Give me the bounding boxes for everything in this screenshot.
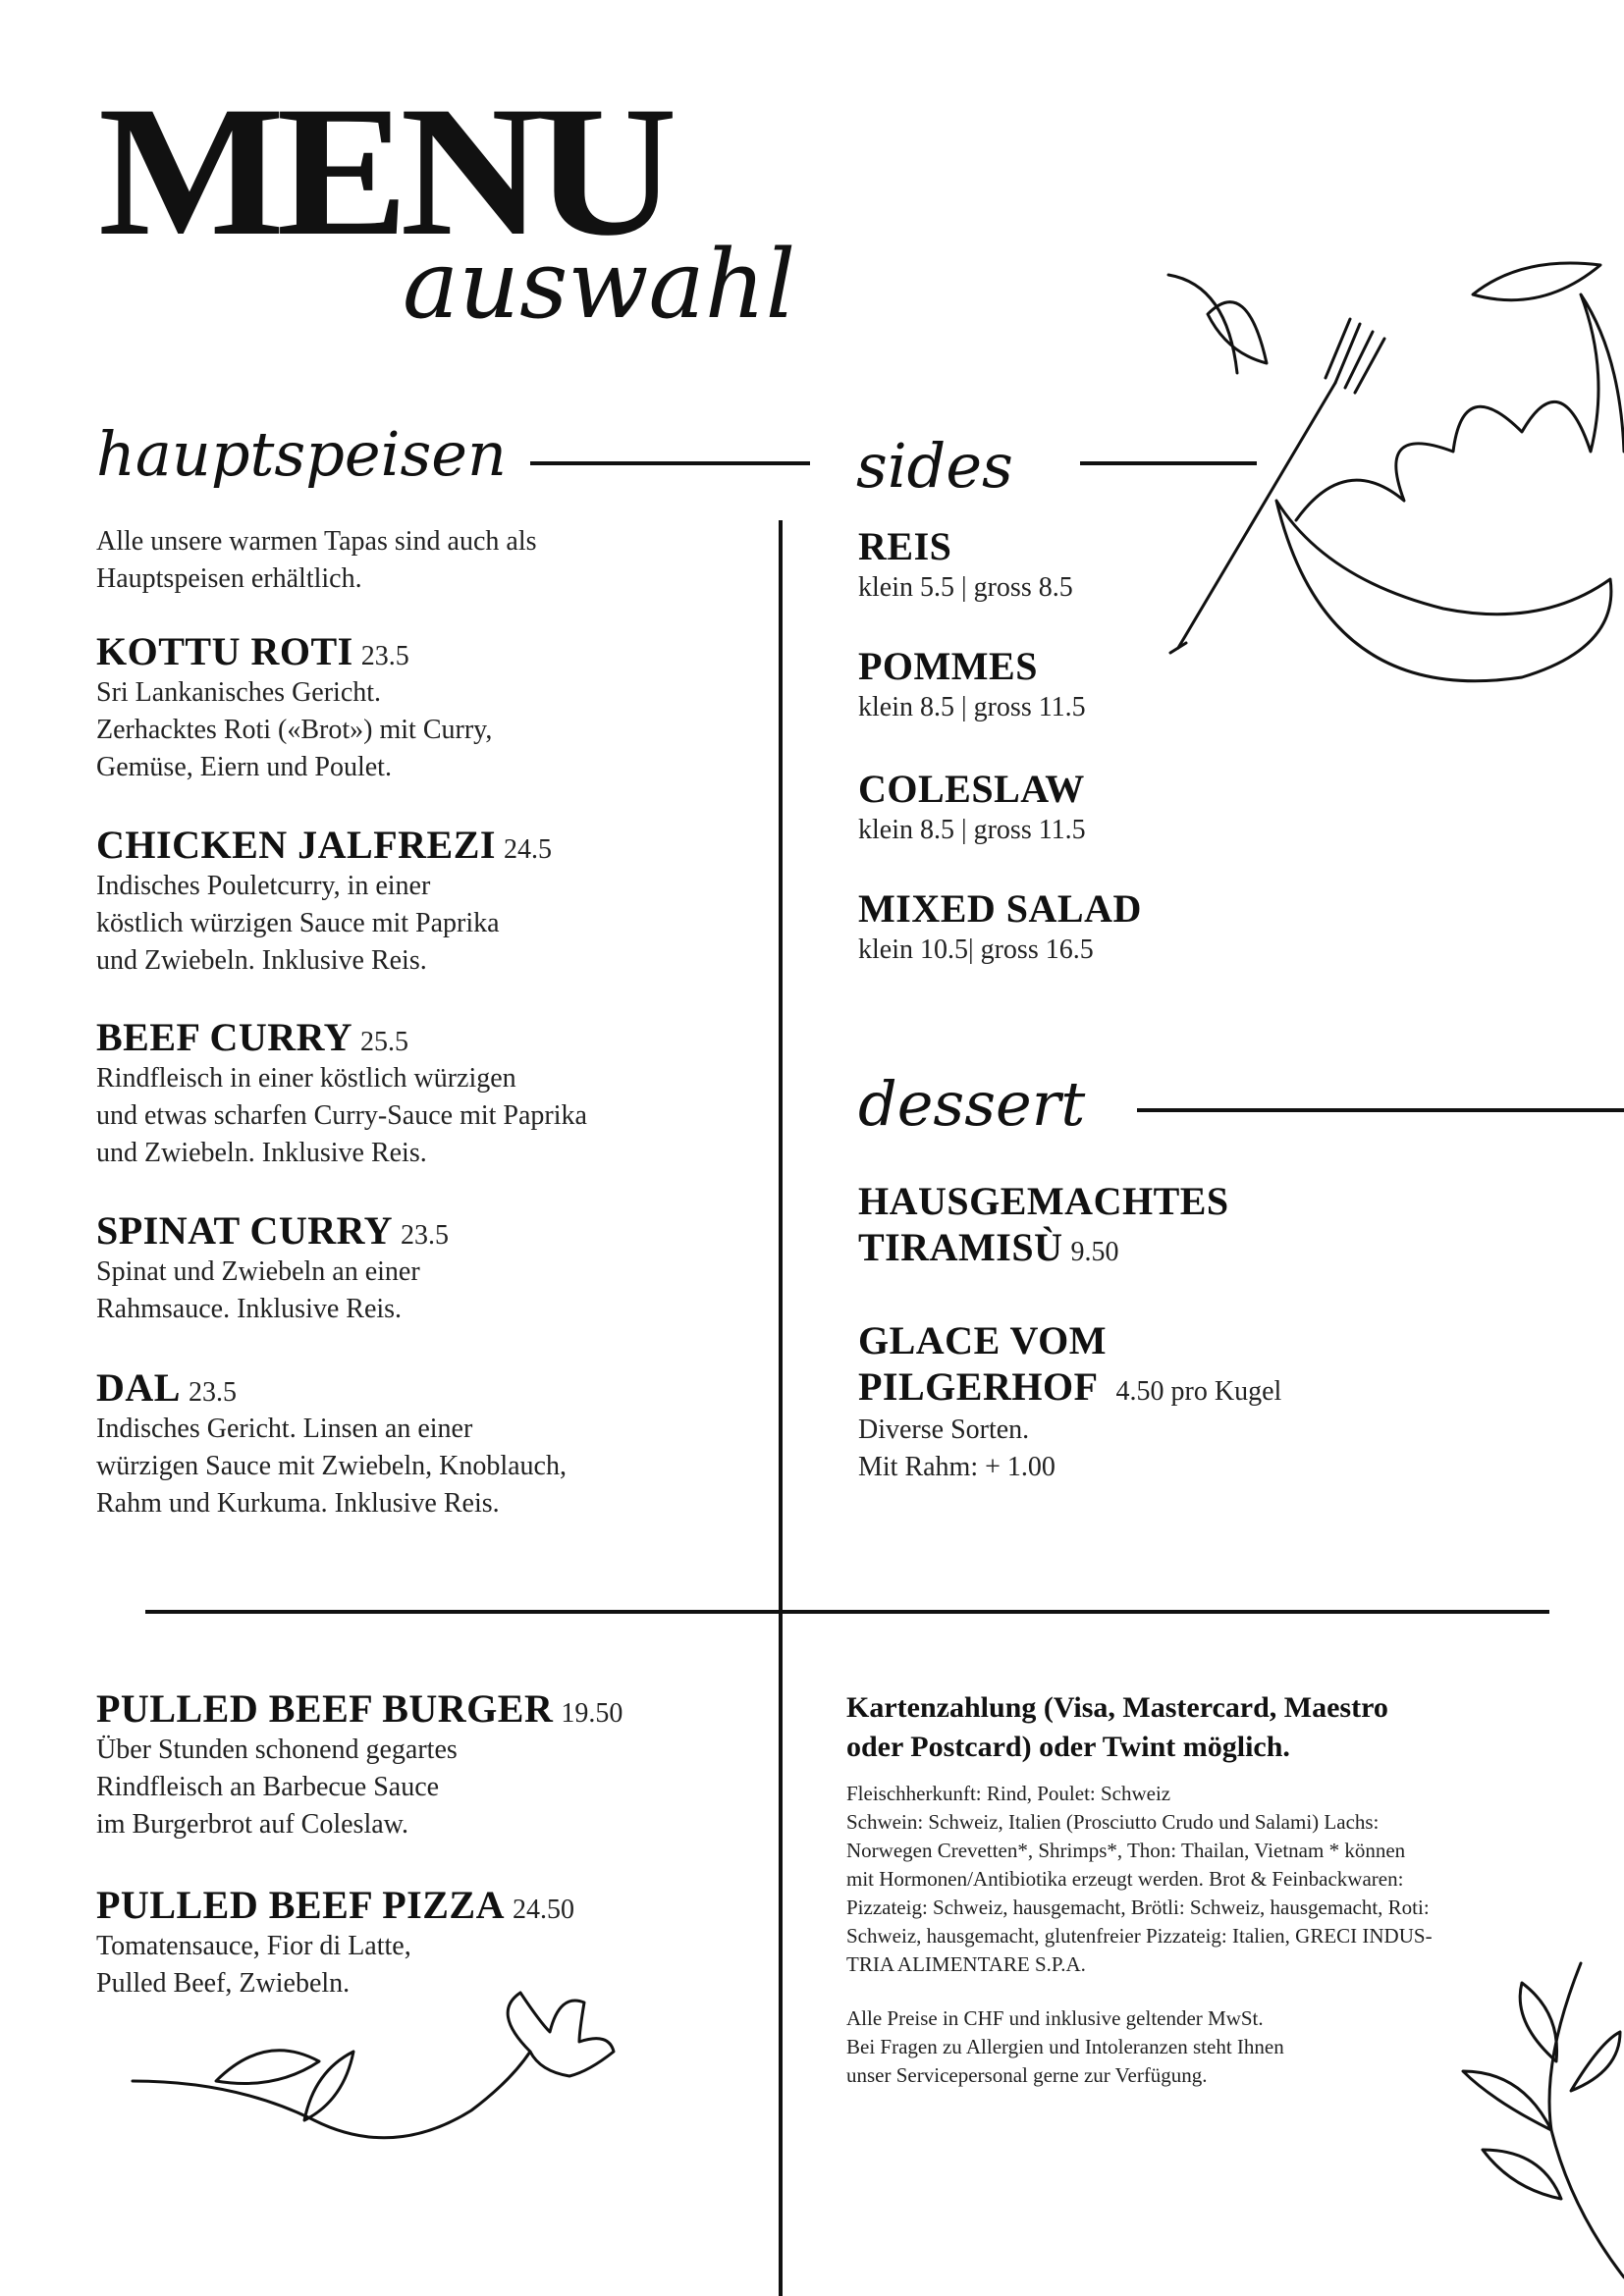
- menu-title: MENU: [98, 69, 670, 275]
- branch-leaf: [1520, 1983, 1556, 2061]
- dish-price: 23.5: [360, 641, 409, 671]
- dish-price: 23.5: [401, 1220, 450, 1251]
- hauptspeisen-item: [96, 822, 764, 980]
- dish-description: Indisches Gericht. Linsen an einer würzigen Sauce mit Zwiebeln, Knoblauch, Rahm und Kurkuma. Inklusive Reis.: [96, 1414, 567, 1519]
- dish-name: KOTTU ROTI: [96, 629, 353, 673]
- payment-info: Kartenzahlung (Visa, Mastercard, Maestro oder Postcard) oder Twint möglich.: [846, 1691, 1388, 1763]
- hauptspeisen-item: [96, 628, 764, 786]
- salad-bowl-illustration: [1149, 255, 1624, 707]
- menu-subtitle: auswahl: [403, 230, 796, 340]
- hauptspeisen-heading: hauptspeisen: [96, 418, 507, 490]
- side-price: klein 8.5 | gross 11.5: [858, 815, 1086, 845]
- flower-leaf: [216, 2051, 319, 2084]
- dish-name: CHICKEN JALFREZI: [96, 823, 496, 867]
- dish-name: PULLED BEEF BURGER: [96, 1686, 554, 1731]
- dessert-divider: [1137, 1108, 1624, 1112]
- bowl-outline: [1276, 501, 1611, 681]
- side-item: [858, 643, 1086, 726]
- hauptspeisen-divider: [530, 461, 810, 465]
- flower-bloom: [508, 1993, 614, 2076]
- dish-description: Über Stunden schonend gegartes Rindfleisch an Barbecue Sauce im Burgerbrot auf Coleslaw.: [96, 1735, 458, 1840]
- price-info: Alle Preise in CHF und inklusive geltender MwSt. Bei Fragen zu Allergien und Intoleranzen steht Ihnen unser Servicepersonal gerne zur Verfügung.: [846, 2006, 1284, 2087]
- side-name: REIS: [858, 524, 952, 568]
- dish-price: 24.5: [503, 834, 552, 865]
- side-name: POMMES: [858, 644, 1038, 688]
- dish-description: Sri Lankanisches Gericht. Zerhacktes Roti («Brot») mit Curry, Gemüse, Eiern und Poulet.: [96, 677, 493, 782]
- flower-leaf: [304, 2052, 353, 2120]
- dessert-price: 9.50: [1070, 1237, 1119, 1267]
- dessert-description: Diverse Sorten. Mit Rahm: + 1.00: [858, 1415, 1056, 1482]
- dish-description: Tomatensauce, Fior di Latte, Pulled Beef, Zwiebeln.: [96, 1931, 411, 1999]
- branch-leaf: [1571, 2032, 1620, 2091]
- dish-description: Spinat und Zwiebeln an einer Rahmsauce. Inklusive Reis.: [96, 1256, 420, 1324]
- dish-price: 25.5: [360, 1027, 409, 1057]
- dessert-name-line2: PILGERHOF: [858, 1364, 1099, 1409]
- side-item: [858, 766, 1086, 849]
- side-price: klein 8.5 | gross 11.5: [858, 692, 1086, 722]
- flower-illustration: [118, 1973, 628, 2169]
- dessert-name-line1: GLACE VOM: [858, 1318, 1107, 1362]
- branch-leaf: [1463, 2071, 1551, 2130]
- dish-price: 24.50: [512, 1895, 574, 1925]
- fork-end: [1170, 643, 1186, 653]
- dessert-name-line1: HAUSGEMACHTES: [858, 1179, 1229, 1223]
- hauptspeisen-item: [96, 1364, 764, 1522]
- sides-heading: sides: [856, 430, 1013, 502]
- origin-info: Fleischherkunft: Rind, Poulet: Schweiz Schwein: Schweiz, Italien (Prosciutto Crudo und Salami) Lachs: Norwegen Crevetten*, Shrimps*, Thon: Thailan, Vietnam * können mit Hormonen/Antibiotika erzeugt werden. Brot & Feinbackwaren: Pizzateig: Schweiz, hausgemacht, Brötli: Schweiz, hausgemacht, Roti: Schweiz, hausgemacht, glutenfreier Pizzateig: Italien, GRECI INDUS- TRIA ALIMENTARE S.P.A.: [846, 1782, 1433, 1976]
- leaf-branch-illustration: [1453, 1953, 1624, 2296]
- flower-stem: [133, 2052, 530, 2138]
- dish-price: 23.5: [188, 1377, 237, 1408]
- side-name: MIXED SALAD: [858, 886, 1142, 931]
- dish-price: 19.50: [561, 1698, 623, 1729]
- fork-handle: [1178, 383, 1335, 648]
- side-item: [858, 885, 1142, 969]
- dish-description: Rindfleisch in einer köstlich würzigen und etwas scharfen Curry-Sauce mit Paprika und Zwiebeln. Inklusive Reis.: [96, 1063, 587, 1168]
- hauptspeisen-item: [96, 1207, 764, 1328]
- dessert-name-line2: TIRAMISÙ: [858, 1225, 1063, 1269]
- branch-stem: [1549, 1963, 1624, 2277]
- side-item: [858, 523, 1073, 607]
- sides-divider: [1080, 461, 1257, 465]
- side-price: klein 10.5| gross 16.5: [858, 934, 1094, 965]
- leaf-sprig: [1168, 275, 1267, 373]
- dish-description: Indisches Pouletcurry, in einer köstlich würzigen Sauce mit Paprika und Zwiebeln. Inklusive Reis.: [96, 871, 500, 976]
- column-divider: [779, 520, 783, 2296]
- burger-item: [96, 1685, 764, 1843]
- hauptspeisen-intro: Alle unsere warmen Tapas sind auch als Hauptspeisen erhältlich.: [96, 526, 537, 594]
- side-name: COLESLAW: [858, 767, 1085, 811]
- dish-name: SPINAT CURRY: [96, 1208, 394, 1253]
- dessert-item: [858, 1317, 1585, 1486]
- dish-name: DAL: [96, 1365, 181, 1410]
- side-price: klein 5.5 | gross 8.5: [858, 572, 1073, 603]
- fork-tines: [1326, 319, 1384, 393]
- section-divider: [145, 1610, 1549, 1614]
- hauptspeisen-item: [96, 1014, 764, 1172]
- dessert-item: [858, 1178, 1545, 1270]
- branch-leaf: [1483, 2150, 1561, 2199]
- dish-name: PULLED BEEF PIZZA: [96, 1883, 505, 1927]
- dish-name: BEEF CURRY: [96, 1015, 353, 1059]
- dessert-price: 4.50 pro Kugel: [1115, 1376, 1282, 1407]
- dessert-heading: dessert: [858, 1068, 1086, 1140]
